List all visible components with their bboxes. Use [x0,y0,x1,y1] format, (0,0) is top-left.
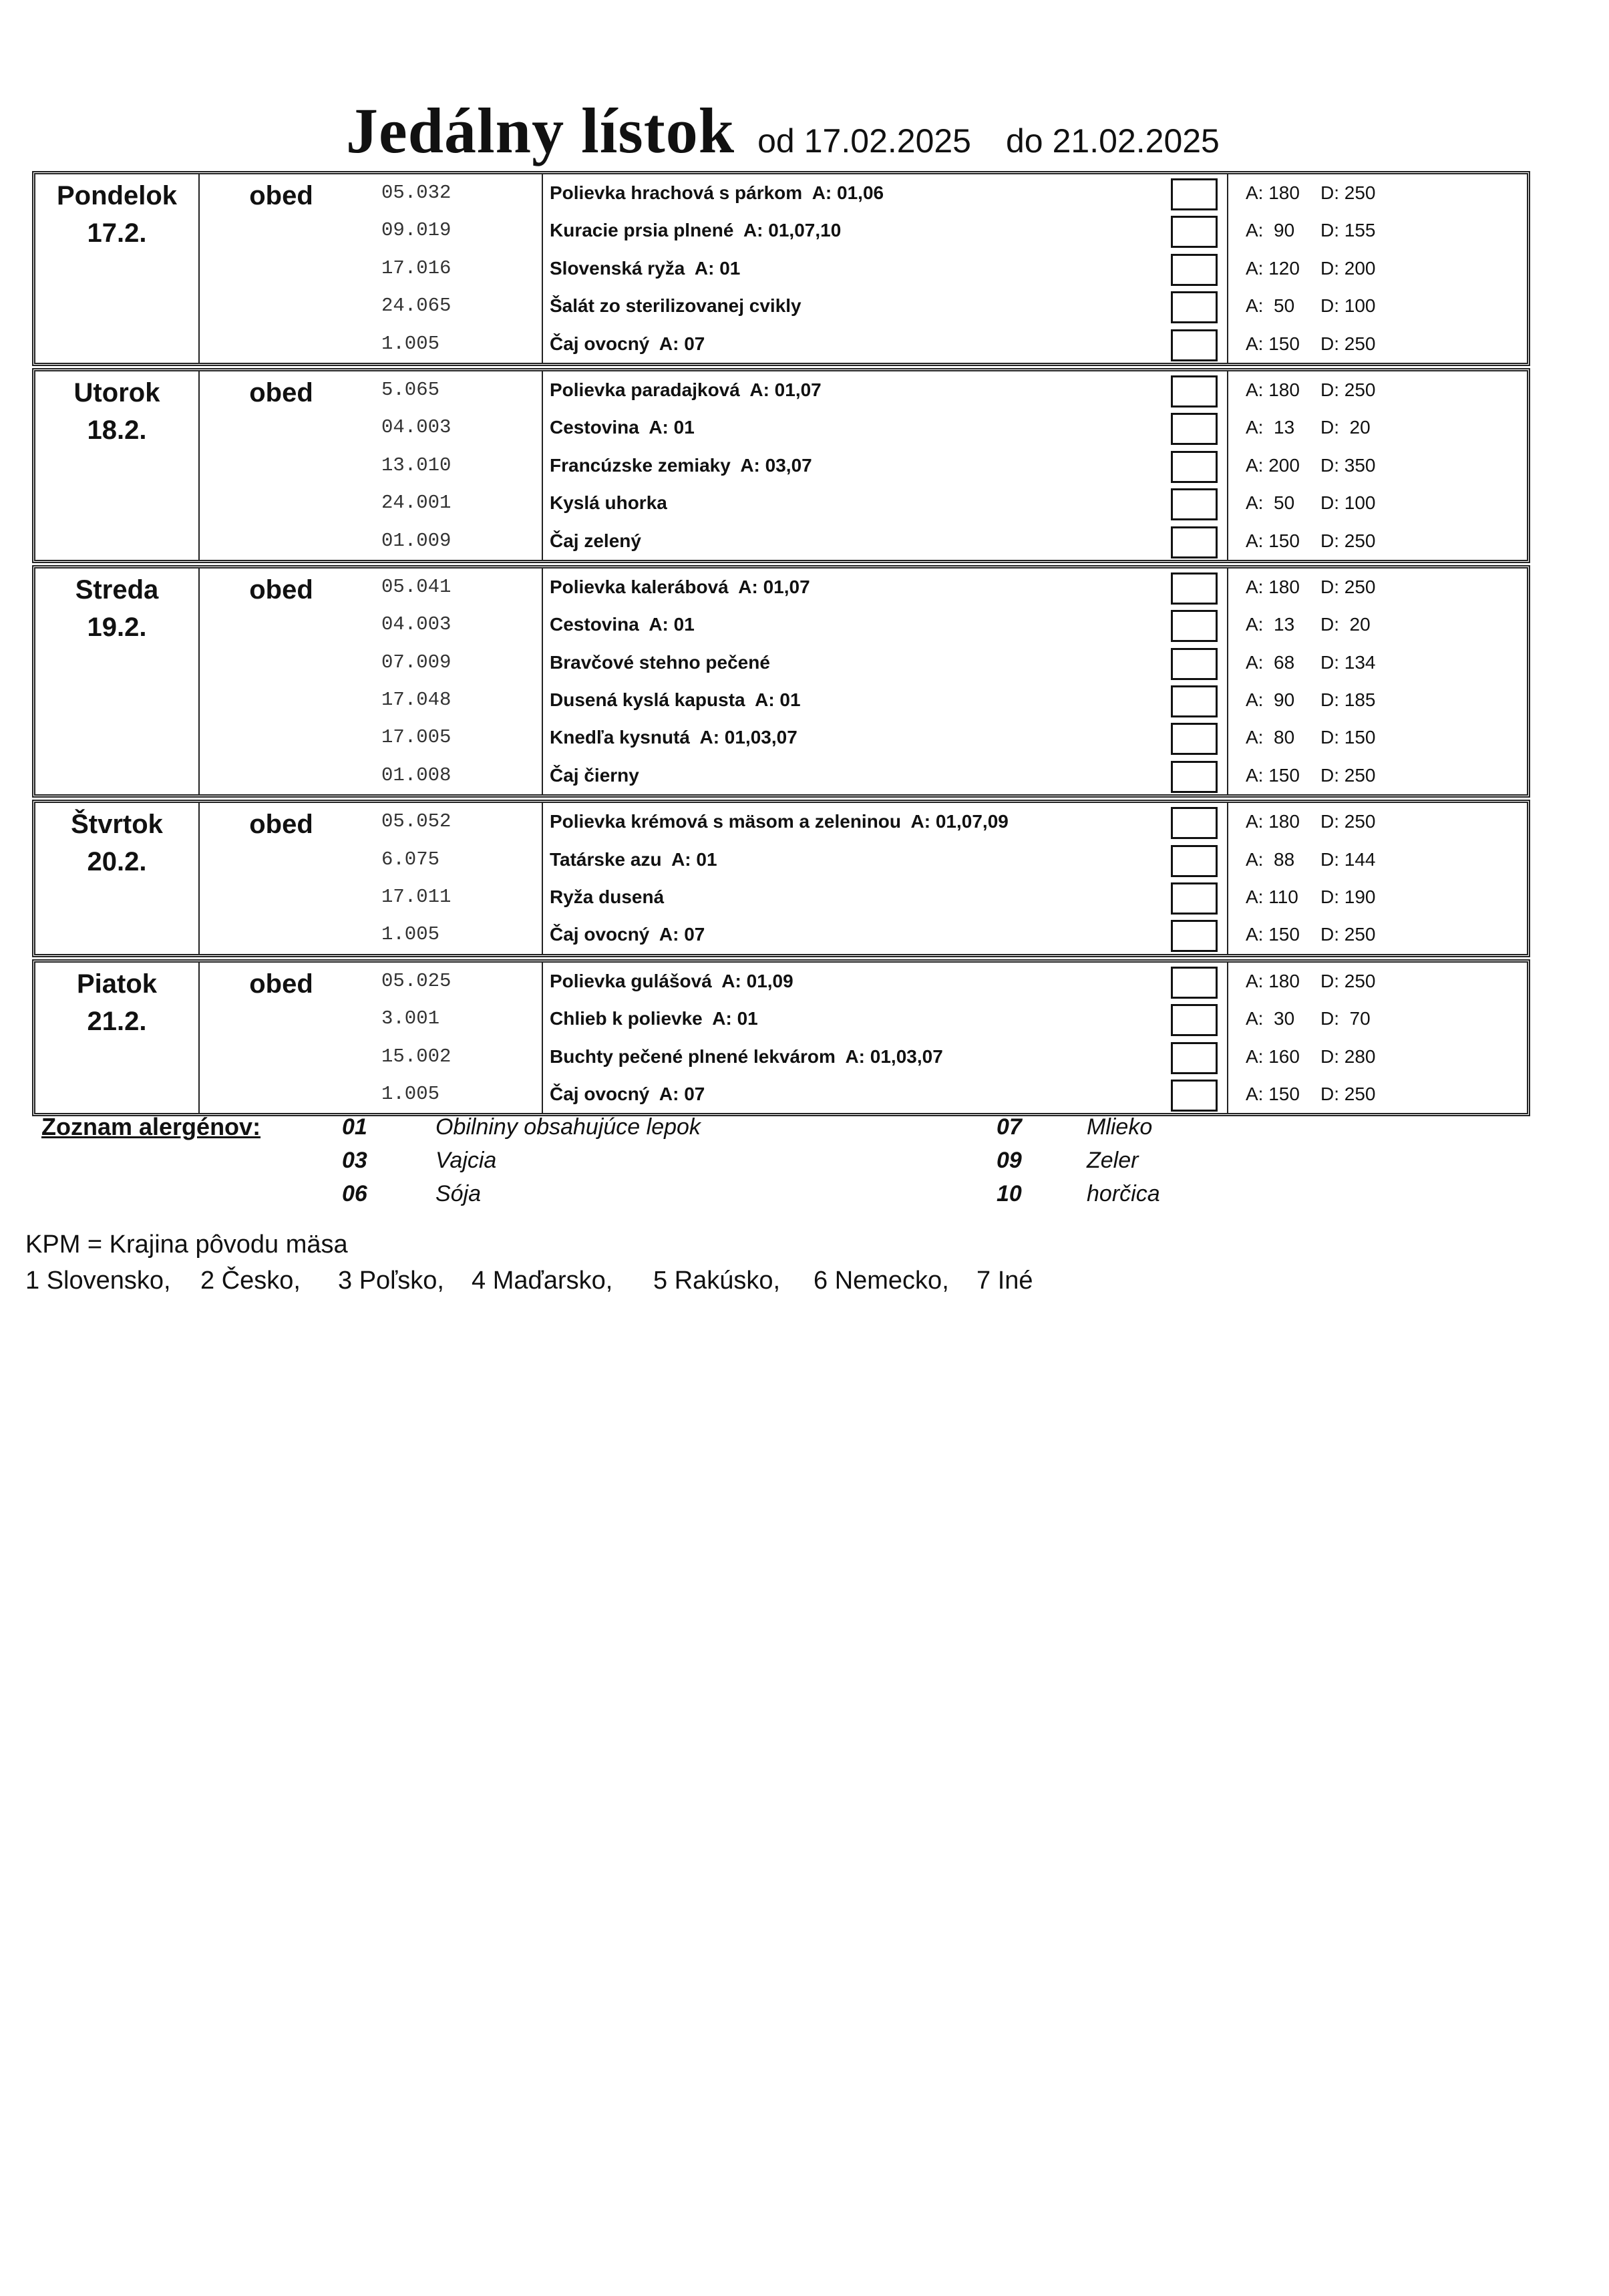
order-checkbox[interactable] [1171,375,1218,407]
menu-item-row [35,1076,1527,1113]
dish-name: Čaj čierny [550,764,639,786]
menu-item-row [35,409,1527,446]
menu-item-row [35,174,1527,212]
meal-type: obed [249,181,313,210]
recipe-code: 6.075 [381,848,440,870]
menu-item-row [35,757,1527,794]
menu-item-row [35,447,1527,484]
kpm-legend-title: KPM = Krajina pôvodu mäsa [25,1231,348,1259]
menu-item-row [35,250,1527,287]
kpm-country: 2 Česko, [200,1267,301,1295]
portion-sizes [1246,325,1466,363]
menu-item-row [35,681,1527,719]
portion-child: D: 185 [1320,689,1376,711]
recipe-code: 17.005 [381,726,452,749]
portion-adult: A: 180 [1246,811,1300,832]
dish-name: Čaj ovocný A: 07 [550,1083,705,1104]
menu-item-row [35,878,1527,916]
portion-adult: A: 50 [1246,492,1295,514]
day-date: 18.2. [87,415,147,445]
portion-adult: A: 80 [1246,727,1295,748]
portion-sizes [1246,916,1466,953]
dish-name: Polievka kalerábová A: 01,07 [550,576,810,597]
kpm-country: 6 Nemecko, [814,1267,949,1295]
portion-child: D: 144 [1320,848,1376,870]
meal-type: obed [249,377,313,407]
menu-item-row [35,644,1527,681]
from-date: 17.02.2025 [803,122,971,160]
dish-name: Bravčové stehno pečené [550,651,770,673]
order-checkbox[interactable] [1171,291,1218,323]
order-checkbox[interactable] [1171,761,1218,793]
day-name: Pondelok [56,181,178,210]
day-date: 19.2. [87,612,147,642]
recipe-code: 01.009 [381,529,452,552]
portion-child: D: 250 [1320,182,1376,203]
menu-table [32,171,1530,1118]
dish-name: Slovenská ryža A: 01 [550,257,741,279]
day-date: 20.2. [87,847,147,877]
recipe-code: 01.008 [381,764,452,786]
to-label: do [1006,122,1043,160]
portion-adult: A: 50 [1246,295,1295,317]
dish-name: Cestovina A: 01 [550,417,695,438]
portion-adult: A: 68 [1246,651,1295,673]
allergen-code: 01 [342,1114,367,1140]
day-block [32,171,1530,366]
portion-sizes [1246,371,1466,409]
header [346,94,1220,168]
menu-item-row [35,1000,1527,1037]
menu-item-row [35,606,1527,643]
allergen-list [41,1110,1310,1217]
order-checkbox[interactable] [1171,610,1218,642]
allergen-name: horčica [1087,1181,1160,1206]
portion-adult: A: 200 [1246,454,1300,476]
order-checkbox[interactable] [1171,845,1218,877]
portion-adult: A: 180 [1246,379,1300,400]
portion-sizes [1246,644,1466,681]
menu-item-row [35,325,1527,363]
recipe-code: 05.025 [381,969,452,992]
order-checkbox[interactable] [1171,526,1218,558]
portion-adult: A: 180 [1246,576,1300,597]
portion-adult: A: 13 [1246,417,1295,438]
order-checkbox[interactable] [1171,882,1218,915]
order-checkbox[interactable] [1171,1042,1218,1074]
dish-name: Knedľa kysnutá A: 01,03,07 [550,727,797,748]
kpm-country: 3 Poľsko, [338,1267,444,1295]
allergen-name: Obilniny obsahujúce lepok [435,1114,701,1140]
allergen-name: Sója [435,1181,482,1206]
recipe-code: 1.005 [381,1082,440,1105]
order-checkbox[interactable] [1171,967,1218,999]
recipe-code: 13.010 [381,454,452,476]
dish-name: Buchty pečené plnené lekvárom A: 01,03,07 [550,1045,943,1067]
portion-child: D: 250 [1320,811,1376,832]
allergen-code: 09 [997,1148,1022,1173]
portion-child: D: 20 [1320,614,1371,635]
recipe-code: 15.002 [381,1045,452,1068]
dish-name: Kyslá uhorka [550,492,667,514]
recipe-code: 04.003 [381,613,452,636]
dish-name: Cestovina A: 01 [550,614,695,635]
portion-child: D: 20 [1320,417,1371,438]
portion-child: D: 200 [1320,257,1376,279]
menu-item-row [35,371,1527,409]
portion-child: D: 280 [1320,1045,1376,1067]
allergen-name: Zeler [1087,1148,1139,1173]
dish-name: Polievka hrachová s párkom A: 01,06 [550,182,884,203]
menu-item-row [35,803,1527,840]
portion-sizes [1246,484,1466,522]
portion-sizes [1246,963,1466,1000]
portion-adult: A: 30 [1246,1008,1295,1029]
portion-sizes [1246,878,1466,916]
kpm-country: 4 Maďarsko, [472,1267,613,1295]
portion-adult: A: 150 [1246,1083,1300,1104]
portion-sizes [1246,447,1466,484]
dish-name: Čaj zelený [550,530,641,551]
portion-adult: A: 90 [1246,689,1295,711]
portion-child: D: 250 [1320,764,1376,786]
portion-child: D: 250 [1320,576,1376,597]
kpm-country: 7 Iné [976,1267,1033,1295]
menu-item-row [35,287,1527,325]
recipe-code: 5.065 [381,378,440,401]
order-checkbox[interactable] [1171,1080,1218,1112]
portion-child: D: 250 [1320,1083,1376,1104]
recipe-code: 1.005 [381,332,440,355]
day-date: 17.2. [87,218,147,248]
dish-name: Francúzske zemiaky A: 03,07 [550,454,812,476]
recipe-code: 24.001 [381,492,452,514]
day-name: Utorok [73,377,160,407]
day-date: 21.2. [87,1006,147,1036]
portion-adult: A: 120 [1246,257,1300,279]
order-checkbox[interactable] [1171,178,1218,210]
from-label: od [757,122,795,160]
portion-child: D: 190 [1320,886,1376,908]
order-checkbox[interactable] [1171,648,1218,680]
portion-adult: A: 110 [1246,886,1298,908]
kpm-country: 1 Slovensko, [25,1267,171,1295]
dish-name: Šalát zo sterilizovanej cvikly [550,295,801,317]
order-checkbox[interactable] [1171,807,1218,839]
portion-sizes [1246,409,1466,446]
portion-child: D: 250 [1320,970,1376,991]
dish-name: Dusená kyslá kapusta A: 01 [550,689,801,711]
menu-item-row [35,212,1527,249]
portion-child: D: 150 [1320,727,1376,748]
day-name: Štvrtok [71,810,163,840]
recipe-code: 1.005 [381,923,440,946]
recipe-code: 17.016 [381,257,452,279]
allergen-code: 10 [997,1181,1022,1206]
portion-adult: A: 150 [1246,764,1300,786]
order-checkbox[interactable] [1171,572,1218,605]
portion-sizes [1246,841,1466,878]
portion-adult: A: 180 [1246,970,1300,991]
portion-adult: A: 90 [1246,220,1295,241]
allergen-name: Mlieko [1087,1114,1153,1140]
dish-name: Čaj ovocný A: 07 [550,333,705,354]
recipe-code: 24.065 [381,295,452,317]
portion-sizes [1246,757,1466,794]
recipe-code: 17.011 [381,886,452,909]
portion-adult: A: 160 [1246,1045,1300,1067]
recipe-code: 05.032 [381,182,452,204]
order-checkbox[interactable] [1171,1004,1218,1036]
portion-adult: A: 150 [1246,333,1300,354]
recipe-code: 05.041 [381,575,452,598]
recipe-code: 3.001 [381,1007,440,1030]
portion-sizes [1246,568,1466,606]
portion-sizes [1246,287,1466,325]
order-checkbox[interactable] [1171,216,1218,248]
allergen-code: 03 [342,1148,367,1173]
recipe-code: 17.048 [381,689,452,711]
dish-name: Tatárske azu A: 01 [550,848,717,870]
dish-name: Polievka krémová s mäsom a zeleninou A: 01,07,09 [550,811,1009,832]
dish-name: Chlieb k polievke A: 01 [550,1008,758,1029]
allergen-name: Vajcia [435,1148,497,1173]
kpm-country: 5 Rakúsko, [653,1267,781,1295]
menu-item-row [35,841,1527,878]
portion-sizes [1246,522,1466,560]
dish-name: Polievka gulášová A: 01,09 [550,970,793,991]
meal-type: obed [249,969,313,999]
order-checkbox[interactable] [1171,451,1218,483]
portion-sizes [1246,250,1466,287]
order-checkbox[interactable] [1171,920,1218,952]
allergen-list-title: Zoznam alergénov: [41,1113,261,1140]
order-checkbox[interactable] [1171,488,1218,520]
date-range [735,122,1220,160]
dish-name: Polievka paradajková A: 01,07 [550,379,822,400]
portion-child: D: 250 [1320,924,1376,945]
portion-adult: A: 150 [1246,530,1300,551]
order-checkbox[interactable] [1171,254,1218,286]
day-block [32,959,1530,1117]
day-name: Streda [75,575,159,605]
day-block [32,800,1530,957]
menu-item-row [35,568,1527,606]
order-checkbox[interactable] [1171,685,1218,717]
portion-adult: A: 180 [1246,182,1300,203]
menu-item-row [35,916,1527,953]
to-date: 21.02.2025 [1052,122,1220,160]
recipe-code: 07.009 [381,651,452,673]
meal-type: obed [249,810,313,840]
portion-sizes [1246,1038,1466,1076]
page-title: Jedálny lístok [346,95,735,166]
portion-adult: A: 13 [1246,614,1295,635]
dish-name: Čaj ovocný A: 07 [550,924,705,945]
portion-adult: A: 88 [1246,848,1295,870]
order-checkbox[interactable] [1171,329,1218,361]
menu-item-row [35,484,1527,522]
menu-item-row [35,963,1527,1000]
day-block [32,565,1530,798]
portion-sizes [1246,1076,1466,1113]
portion-child: D: 350 [1320,454,1376,476]
order-checkbox[interactable] [1171,413,1218,445]
day-block [32,368,1530,563]
menu-item-row [35,719,1527,756]
kpm-country-list [25,1263,1033,1299]
portion-sizes [1246,803,1466,840]
order-checkbox[interactable] [1171,723,1218,755]
allergen-code: 07 [997,1114,1022,1140]
portion-sizes [1246,719,1466,756]
day-name: Piatok [76,969,158,999]
portion-sizes [1246,606,1466,643]
recipe-code: 05.052 [381,810,452,833]
portion-child: D: 134 [1320,651,1376,673]
allergen-code: 06 [342,1181,367,1206]
dish-name: Kuracie prsia plnené A: 01,07,10 [550,220,842,241]
portion-adult: A: 150 [1246,924,1300,945]
portion-sizes [1246,212,1466,249]
portion-child: D: 100 [1320,492,1376,514]
portion-sizes [1246,681,1466,719]
recipe-code: 04.003 [381,416,452,439]
meal-type: obed [249,575,313,605]
portion-child: D: 250 [1320,379,1376,400]
portion-child: D: 100 [1320,295,1376,317]
recipe-code: 09.019 [381,219,452,242]
portion-sizes [1246,174,1466,212]
portion-child: D: 155 [1320,220,1376,241]
portion-child: D: 70 [1320,1008,1371,1029]
menu-item-row [35,522,1527,560]
dish-name: Ryža dusená [550,886,665,908]
portion-child: D: 250 [1320,530,1376,551]
menu-item-row [35,1038,1527,1076]
portion-sizes [1246,1000,1466,1037]
portion-child: D: 250 [1320,333,1376,354]
